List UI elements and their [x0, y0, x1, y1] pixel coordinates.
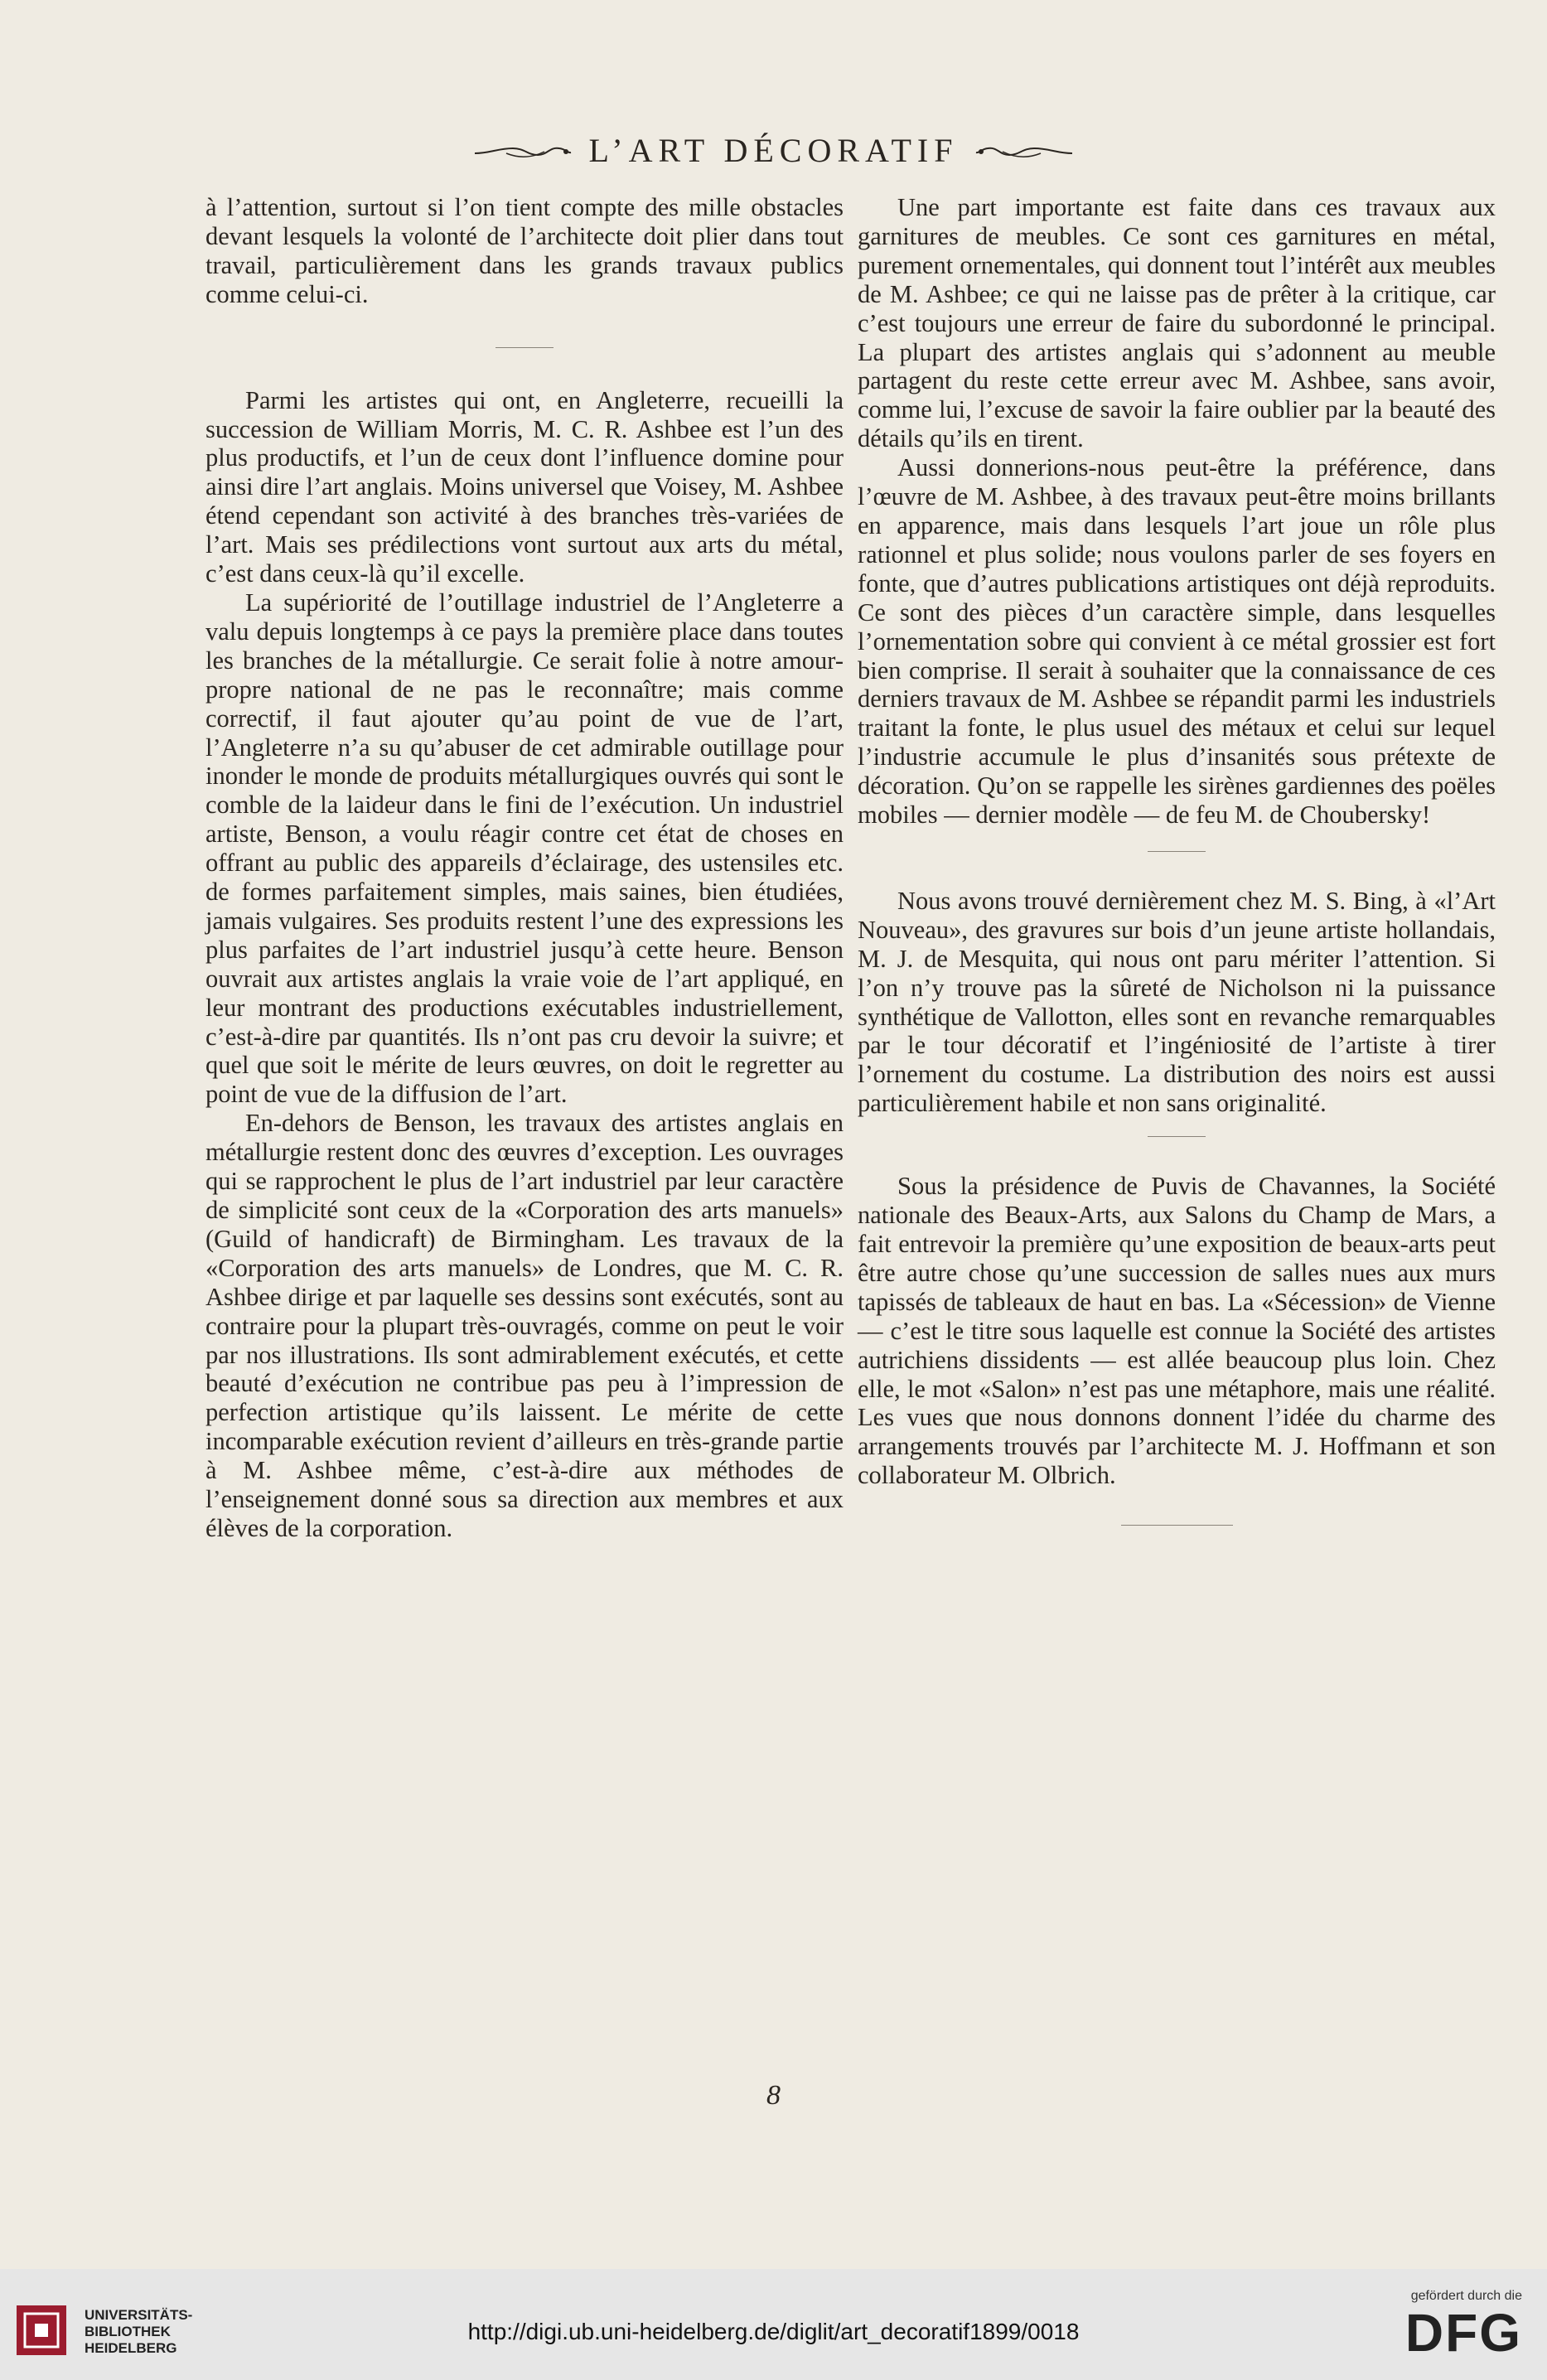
left-ornament-icon [473, 140, 573, 162]
library-name-line: BIBLIOTHEK [85, 2324, 171, 2339]
paragraph: Parmi les artistes qui ont, en Angleterre, recueilli la succession de William Morris, M. C. R. Ashbee est l’un des plus productifs, et l’un de ceux dont l’influence domine pour ainsi dire l’art anglais. Moins universel que Voisey, M. Ashbee étend cependant son activité à des branches très-variées de l’art. Mais ses prédilections vont surtout aux arts du métal, c’est dans ceux-là qu’il excelle. [205, 385, 844, 588]
digitization-footer [0, 2269, 1547, 2380]
paragraph: Sous la présidence de Puvis de Chavannes, la Société nationale des Beaux-Arts, aux Salons du Champ de Mars, a fait entrevoir la première qu’une exposition de beaux-arts peut être autre chose qu’une succession de salles nues aux murs tapissés de tableaux de haut en bas. La «Sécession» de Vienne — c’est le titre sous laquelle est connue la Société des artistes autrichiens dissidents — est allée beaucoup plus loin. Chez elle, le mot «Salon» n’est pas une métaphore, mais une réalité. Les vues que nous donnons donnent l’idée du charme des arrangements trouvés par l’architecte M. J. Hoffmann et son collaborateur M. Olbrich. [858, 1172, 1496, 1490]
paragraph: à l’attention, surtout si l’on tient compte des mille obstacles devant lesquels la volonté de l’architecte doit plier dans tout travail, particulièrement dans les grands travaux publics comme celui-ci. [205, 193, 844, 308]
paragraph: La supériorité de l’outillage industriel de l’Angleterre a valu depuis longtemps à ce pays la première place dans toutes les branches de la métallurgie. Ce serait folie à notre amour-propre national de ne pas le reconnaître; mais comme correctif, il faut ajouter qu’au point de vue de l’art, l’Angleterre n’a su qu’abuser de cet admirable outillage pour inonder le monde de produits métallurgiques ouvrés qui sont le comble de la laideur dans le fini de l’exécution. Un industriel artiste, Benson, a voulu réagir contre cet état de choses en offrant au public des appareils d’éclairage, des ustensiles etc. de formes parfaitement simples, mais saines, bien étudiées, jamais vulgaires. Ses produits restent l’une des expressions les plus parfaites de l’art industriel jusqu’à cette heure. Benson ouvrait aux artistes anglais la vraie voie de l’art appliqué, en leur montrant des productions exécutables industriellement, c’est-à-dire par quantités. Ils n’ont pas cru devoir la suivre; et quel que soit le mérite de leurs œuvres, on doit le regretter au point de vue de la diffusion de l’art. [205, 588, 844, 1109]
source-url-link[interactable]: http://digi.ub.uni-heidelberg.de/diglit/art_decoratif1899/0018 [467, 2319, 1080, 2344]
running-header [0, 131, 1547, 172]
section-divider [1121, 1525, 1233, 1526]
left-column [205, 193, 844, 1543]
page-number: 8 [766, 2080, 781, 2111]
paragraph: En-dehors de Benson, les travaux des artistes anglais en métallurgie restent donc des œuvres d’exception. Les ouvrages qui se rapprochent le plus de l’art industriel par leur caractère de simplicité sont ceux de la «Corporation des arts manuels» (Guild of handicraft) de Birmingham. Les travaux de la «Corporation des arts manuels» de Londres, que M. C. R. Ashbee dirige et par laquelle ses dessins sont exécutés, sont au contraire pour la plupart très-ouvragés, comme on peut le voir par nos illustrations. Ils sont admirablement exécutés, et cette beauté d’exécution ne contribue pas peu à l’impression de perfection artistique qu’ils laissent. Le mérite de cette incomparable exécution revient d’ailleurs en très-grande partie à M. Ashbee même, c’est-à-dire aux méthodes de l’enseignement donné sous sa direction aux membres et aux élèves de la corporation. [205, 1109, 844, 1542]
funder-name: DFG [1404, 2303, 1522, 2363]
right-ornament-icon [974, 140, 1074, 162]
paragraph: Nous avons trouvé dernièrement chez M. S. Bing, à «l’Art Nouveau», des gravures sur bois d’un jeune artiste hollandais, M. J. de Mesquita, qui nous ont paru mériter l’attention. Si l’on n’y trouve pas la sûreté de Nicholson ni la puissance synthétique de Vallotton, elles sont en revanche remarquables par le tour décoratif et l’ingéniosité de l’artiste à tirer l’ornement du costume. La distribution des noirs est aussi particulièrement habile et non sans originalité. [858, 886, 1496, 1118]
funding-note: gefördert durch die [1410, 2289, 1522, 2303]
funder-logo [1373, 2289, 1522, 2362]
section-divider [1148, 851, 1206, 852]
journal-title: L’ART DÉCORATIF [588, 132, 959, 169]
library-name-line: UNIVERSITÄTS- [85, 2307, 193, 2323]
library-name-line: HEIDELBERG [85, 2340, 177, 2356]
section-divider [1148, 1136, 1206, 1137]
section-divider [496, 347, 554, 348]
paragraph: Aussi donnerions-nous peut-être la préférence, dans l’œuvre de M. Ashbee, à des travaux peut-être moins brillants en apparence, mais dans lesquels l’art joue un rôle plus rationnel et plus solide; nous voulons parler de ses foyers en fonte, que d’autres publications artistiques ont déjà reproduits. Ce sont des pièces d’un caractère simple, dans lesquelles l’ornementation sobre qui convient à ce métal grossier est fort bien comprise. Il serait à souhaiter que la connaissance de ces derniers travaux de M. Ashbee se répandit parmi les industriels traitant la fonte, le plus usuel des métaux et celui sur lequel l’industrie accumule le plus d’insanités sous prétexte de décoration. Qu’on se rappelle les sirènes gardiennes des poëles mobiles — dernier modèle — de feu M. de Choubersky! [858, 453, 1496, 830]
paragraph: Une part importante est faite dans ces travaux aux garnitures de meubles. Ce sont ces garnitures en métal, purement ornementales, qui donnent tout l’intérêt aux meubles de M. Ashbee; ce qui ne laisse pas de prêter à la critique, car c’est toujours une erreur de faire du subordonné le principal. La plupart des artistes anglais qui s’adonnent au meuble partagent du reste cette erreur avec M. Ashbee, sans avoir, comme lui, l’excuse de savoir la faire oublier par la beauté des détails qu’ils en tirent. [858, 193, 1496, 453]
right-column [858, 193, 1496, 1526]
